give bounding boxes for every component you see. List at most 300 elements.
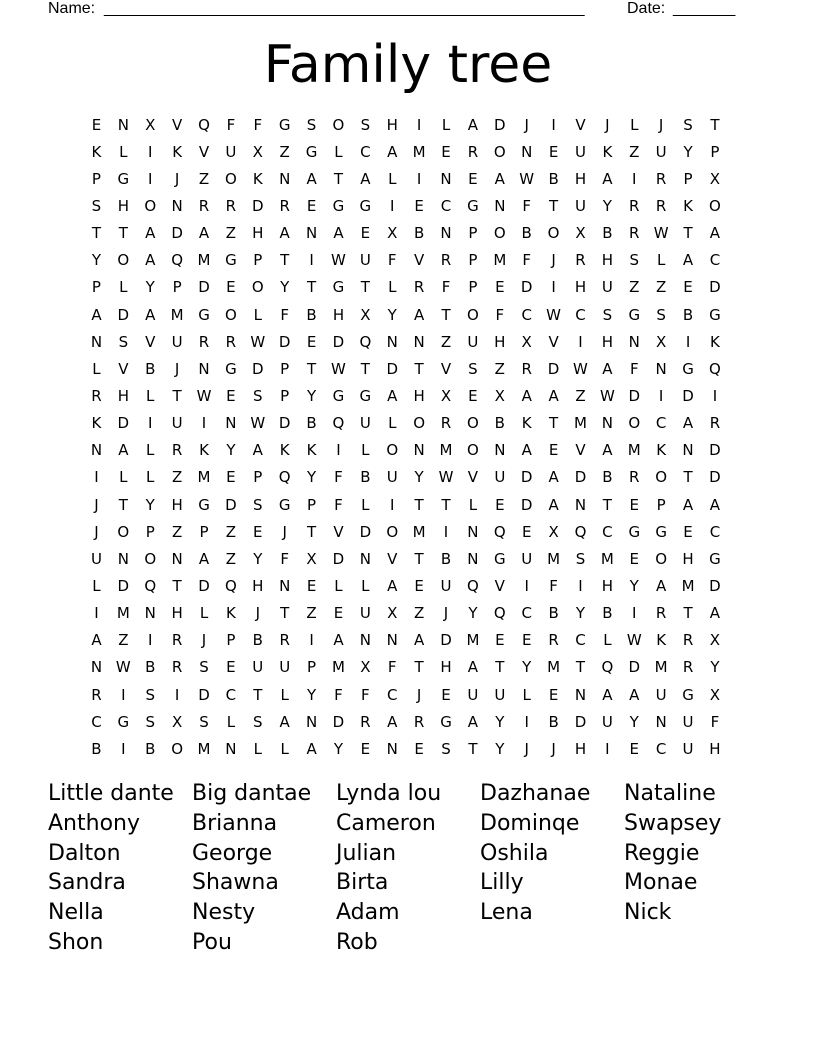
grid-letter[interactable]: T (414, 549, 424, 568)
grid-letter[interactable]: R (279, 631, 290, 650)
grid-letter[interactable]: Q (359, 332, 372, 351)
grid-letter[interactable]: O (709, 196, 721, 215)
grid-letter[interactable]: X (360, 305, 371, 324)
grid-letter[interactable]: L (656, 251, 666, 270)
grid-letter[interactable]: U (386, 468, 398, 487)
grid-letter[interactable]: H (171, 495, 183, 514)
grid-letter[interactable]: U (601, 712, 613, 731)
grid-letter[interactable]: R (171, 658, 183, 677)
grid-letter[interactable]: I (390, 196, 395, 215)
grid-letter[interactable]: L (146, 468, 155, 487)
name-field-line[interactable]: ______________________________________________________ (104, 0, 585, 17)
grid-letter[interactable]: O (144, 196, 157, 215)
grid-letter[interactable]: N (305, 712, 318, 731)
grid-letter[interactable]: R (413, 712, 425, 731)
grid-letter[interactable]: N (574, 685, 587, 704)
grid-letter[interactable]: J (255, 604, 260, 623)
grid-letter[interactable]: H (117, 386, 129, 405)
grid-letter[interactable]: D (386, 359, 399, 378)
grid-letter[interactable]: R (413, 278, 425, 297)
grid-letter[interactable]: I (94, 468, 99, 487)
grid-letter[interactable]: F (387, 658, 397, 677)
grid-letter[interactable]: N (90, 441, 103, 460)
grid-letter[interactable]: J (174, 169, 180, 188)
grid-letter[interactable]: T (118, 495, 128, 514)
grid-letter[interactable]: R (655, 604, 667, 623)
grid-letter[interactable]: C (655, 739, 667, 758)
grid-letter[interactable]: U (601, 278, 613, 297)
grid-letter[interactable]: S (253, 386, 263, 405)
grid-letter[interactable]: L (199, 604, 209, 623)
grid-letter[interactable]: I (416, 115, 422, 134)
grid-letter[interactable]: O (171, 739, 184, 758)
grid-letter[interactable]: P (468, 224, 478, 243)
grid-letter[interactable]: A (198, 224, 210, 243)
grid-letter[interactable]: C (521, 305, 532, 324)
grid-letter[interactable]: X (360, 658, 371, 677)
grid-letter[interactable]: A (629, 685, 640, 704)
grid-letter[interactable]: Z (171, 522, 183, 541)
grid-letter[interactable]: I (390, 495, 395, 514)
grid-letter[interactable]: V (467, 468, 479, 487)
grid-letter[interactable]: I (94, 604, 99, 623)
grid-letter[interactable]: B (413, 224, 425, 243)
grid-letter[interactable]: G (332, 278, 345, 297)
grid-letter[interactable]: W (331, 359, 346, 378)
grid-letter[interactable]: I (605, 739, 610, 758)
grid-letter[interactable]: Y (253, 549, 263, 568)
grid-letter[interactable]: H (440, 658, 452, 677)
grid-letter[interactable]: Y (414, 468, 424, 487)
grid-letter[interactable]: D (278, 414, 291, 433)
grid-letter[interactable]: A (387, 142, 398, 161)
grid-letter[interactable]: D (574, 712, 587, 731)
grid-letter[interactable]: T (118, 224, 128, 243)
grid-letter[interactable]: T (549, 196, 559, 215)
grid-letter[interactable]: L (388, 414, 397, 433)
grid-letter[interactable]: W (115, 658, 131, 677)
grid-letter[interactable]: A (467, 712, 479, 731)
grid-letter[interactable]: B (521, 224, 532, 243)
grid-letter[interactable]: R (91, 386, 102, 405)
grid-letter[interactable]: U (90, 549, 102, 568)
grid-letter[interactable]: Z (440, 332, 452, 351)
grid-letter[interactable]: N (117, 115, 129, 134)
grid-letter[interactable]: L (92, 359, 101, 378)
grid-letter[interactable]: A (709, 224, 721, 243)
grid-letter[interactable]: M (197, 468, 211, 487)
grid-letter[interactable]: W (653, 224, 669, 243)
grid-letter[interactable]: T (253, 685, 263, 704)
grid-letter[interactable]: D (440, 631, 452, 650)
grid-letter[interactable]: R (548, 631, 559, 650)
grid-letter[interactable]: T (306, 359, 317, 378)
grid-letter[interactable]: B (91, 739, 102, 758)
grid-letter[interactable]: T (602, 495, 612, 514)
grid-letter[interactable]: Y (387, 305, 397, 324)
grid-letter[interactable]: Z (118, 631, 129, 650)
grid-letter[interactable]: N (198, 359, 210, 378)
grid-letter[interactable]: O (117, 522, 130, 541)
grid-letter[interactable]: Z (198, 169, 210, 188)
grid-letter[interactable]: N (359, 549, 371, 568)
grid-letter[interactable]: X (494, 386, 505, 405)
grid-letter[interactable]: P (280, 359, 290, 378)
grid-letter[interactable]: P (656, 495, 666, 514)
grid-letter[interactable]: R (629, 468, 640, 487)
grid-letter[interactable]: V (198, 142, 210, 161)
grid-letter[interactable]: X (145, 115, 156, 134)
grid-letter[interactable]: C (440, 196, 452, 215)
grid-letter[interactable]: R (629, 224, 640, 243)
grid-letter[interactable]: R (225, 332, 237, 351)
grid-letter[interactable]: A (414, 631, 425, 650)
grid-letter[interactable]: B (306, 414, 317, 433)
grid-letter[interactable]: A (494, 169, 505, 188)
grid-letter[interactable]: C (91, 712, 102, 731)
grid-letter[interactable]: L (603, 631, 612, 650)
grid-letter[interactable]: G (709, 305, 721, 324)
grid-letter[interactable]: C (575, 631, 586, 650)
grid-letter[interactable]: B (145, 359, 156, 378)
grid-letter[interactable]: S (656, 305, 666, 324)
grid-letter[interactable]: F (361, 685, 370, 704)
grid-letter[interactable]: U (440, 576, 452, 595)
grid-letter[interactable]: W (438, 468, 454, 487)
grid-letter[interactable]: E (548, 685, 559, 704)
grid-letter[interactable]: S (199, 712, 209, 731)
grid-letter[interactable]: S (91, 196, 102, 215)
grid-letter[interactable]: F (495, 305, 505, 324)
grid-letter[interactable]: Y (710, 658, 720, 677)
grid-letter[interactable]: Q (467, 576, 479, 595)
grid-letter[interactable]: T (683, 468, 693, 487)
grid-letter[interactable]: A (387, 712, 398, 731)
grid-letter[interactable]: F (334, 495, 343, 514)
grid-letter[interactable]: G (117, 169, 130, 188)
grid-letter[interactable]: Y (629, 712, 639, 731)
grid-letter[interactable]: I (551, 115, 556, 134)
grid-letter[interactable]: N (90, 658, 103, 677)
grid-letter[interactable]: D (520, 278, 533, 297)
grid-letter[interactable]: B (602, 224, 613, 243)
grid-letter[interactable]: R (575, 251, 586, 270)
grid-letter[interactable]: E (521, 631, 532, 650)
grid-letter[interactable]: H (601, 576, 613, 595)
grid-letter[interactable]: E (495, 495, 505, 514)
grid-letter[interactable]: E (468, 169, 478, 188)
grid-letter[interactable]: I (416, 169, 422, 188)
grid-letter[interactable]: K (602, 142, 613, 161)
grid-letter[interactable]: I (658, 386, 664, 405)
grid-letter[interactable]: F (280, 305, 289, 324)
grid-letter[interactable]: V (118, 359, 129, 378)
grid-letter[interactable]: P (468, 278, 478, 297)
grid-letter[interactable]: W (519, 169, 535, 188)
grid-letter[interactable]: O (251, 278, 264, 297)
grid-letter[interactable]: Y (91, 251, 102, 270)
grid-letter[interactable]: S (602, 305, 613, 324)
grid-letter[interactable]: A (387, 576, 398, 595)
grid-letter[interactable]: D (171, 224, 183, 243)
grid-letter[interactable]: H (413, 386, 425, 405)
grid-letter[interactable]: D (628, 658, 641, 677)
grid-letter[interactable]: E (548, 142, 559, 161)
grid-letter[interactable]: F (629, 359, 639, 378)
grid-letter[interactable]: G (628, 522, 641, 541)
grid-letter[interactable]: E (495, 278, 505, 297)
grid-letter[interactable]: R (198, 196, 210, 215)
grid-letter[interactable]: U (655, 685, 667, 704)
grid-letter[interactable]: U (574, 196, 586, 215)
grid-letter[interactable]: B (145, 739, 156, 758)
grid-letter[interactable]: U (171, 332, 183, 351)
grid-letter[interactable]: R (629, 196, 640, 215)
grid-letter[interactable]: M (412, 522, 426, 541)
grid-letter[interactable]: O (332, 115, 345, 134)
grid-letter[interactable]: I (309, 251, 314, 270)
grid-letter[interactable]: U (521, 549, 533, 568)
grid-letter[interactable]: M (170, 305, 184, 324)
grid-letter[interactable]: D (252, 196, 264, 215)
grid-letter[interactable]: G (225, 251, 237, 270)
grid-letter[interactable]: R (198, 332, 210, 351)
grid-letter[interactable]: D (628, 386, 641, 405)
grid-letter[interactable]: E (333, 604, 344, 623)
grid-letter[interactable]: J (605, 115, 610, 134)
grid-letter[interactable]: N (359, 631, 371, 650)
grid-letter[interactable]: N (628, 332, 640, 351)
grid-letter[interactable]: S (145, 685, 155, 704)
grid-letter[interactable]: H (682, 549, 694, 568)
grid-letter[interactable]: G (359, 386, 372, 405)
grid-letter[interactable]: N (144, 604, 156, 623)
grid-letter[interactable]: P (172, 278, 182, 297)
grid-letter[interactable]: L (280, 685, 289, 704)
grid-letter[interactable]: N (117, 549, 129, 568)
grid-letter[interactable]: E (226, 658, 236, 677)
grid-letter[interactable]: G (278, 115, 291, 134)
grid-letter[interactable]: Q (224, 576, 237, 595)
grid-letter[interactable]: U (359, 251, 371, 270)
grid-letter[interactable]: G (117, 712, 130, 731)
grid-letter[interactable]: K (91, 414, 102, 433)
grid-letter[interactable]: L (361, 441, 370, 460)
grid-letter[interactable]: D (574, 468, 587, 487)
grid-letter[interactable]: Y (495, 712, 505, 731)
grid-letter[interactable]: C (387, 685, 398, 704)
grid-letter[interactable]: L (522, 685, 531, 704)
grid-letter[interactable]: V (575, 441, 586, 460)
grid-letter[interactable]: I (121, 739, 126, 758)
grid-letter[interactable]: I (685, 332, 691, 351)
grid-letter[interactable]: A (360, 169, 371, 188)
grid-letter[interactable]: G (682, 359, 694, 378)
grid-letter[interactable]: N (171, 196, 183, 215)
grid-letter[interactable]: A (145, 251, 156, 270)
grid-letter[interactable]: K (279, 441, 290, 460)
grid-letter[interactable]: Z (225, 224, 237, 243)
grid-letter[interactable]: L (119, 468, 128, 487)
grid-letter[interactable]: T (414, 495, 424, 514)
grid-letter[interactable]: N (494, 441, 506, 460)
grid-letter[interactable]: Y (145, 278, 155, 297)
grid-letter[interactable]: E (548, 441, 559, 460)
grid-letter[interactable]: E (360, 224, 371, 243)
grid-letter[interactable]: A (602, 359, 613, 378)
grid-letter[interactable]: U (574, 142, 586, 161)
grid-letter[interactable]: Y (495, 739, 505, 758)
grid-letter[interactable]: G (198, 305, 210, 324)
grid-letter[interactable]: W (250, 414, 266, 433)
grid-letter[interactable]: Y (306, 468, 317, 487)
grid-letter[interactable]: C (521, 604, 532, 623)
grid-letter[interactable]: A (279, 224, 290, 243)
grid-letter[interactable]: T (468, 739, 478, 758)
grid-letter[interactable]: G (332, 386, 345, 405)
grid-letter[interactable]: H (252, 576, 264, 595)
grid-letter[interactable]: O (224, 305, 237, 324)
grid-letter[interactable]: L (334, 142, 343, 161)
grid-letter[interactable]: F (710, 712, 720, 731)
grid-letter[interactable]: Q (493, 522, 506, 541)
grid-letter[interactable]: K (225, 604, 236, 623)
grid-letter[interactable]: M (116, 604, 130, 623)
grid-letter[interactable]: U (467, 685, 479, 704)
grid-letter[interactable]: H (117, 196, 129, 215)
grid-letter[interactable]: R (655, 169, 667, 188)
grid-letter[interactable]: U (494, 468, 506, 487)
grid-letter[interactable]: Q (332, 414, 345, 433)
grid-letter[interactable]: Q (144, 576, 157, 595)
grid-letter[interactable]: Q (493, 604, 506, 623)
grid-letter[interactable]: I (632, 169, 637, 188)
grid-letter[interactable]: L (119, 142, 128, 161)
grid-letter[interactable]: N (386, 332, 398, 351)
grid-letter[interactable]: D (117, 576, 130, 595)
grid-letter[interactable]: E (629, 739, 639, 758)
grid-letter[interactable]: L (119, 278, 128, 297)
grid-letter[interactable]: E (91, 115, 102, 134)
grid-letter[interactable]: B (682, 305, 694, 324)
grid-letter[interactable]: O (467, 305, 479, 324)
grid-letter[interactable]: F (334, 468, 343, 487)
grid-letter[interactable]: T (91, 224, 102, 243)
grid-letter[interactable]: C (225, 685, 237, 704)
grid-letter[interactable]: K (172, 142, 183, 161)
grid-letter[interactable]: O (467, 414, 479, 433)
grid-letter[interactable]: J (416, 685, 422, 704)
grid-letter[interactable]: Y (306, 685, 317, 704)
grid-letter[interactable]: C (360, 142, 371, 161)
grid-letter[interactable]: R (225, 196, 237, 215)
grid-letter[interactable]: H (574, 169, 587, 188)
grid-letter[interactable]: A (333, 224, 344, 243)
grid-letter[interactable]: Z (279, 142, 290, 161)
grid-letter[interactable]: I (712, 386, 718, 405)
grid-letter[interactable]: G (709, 549, 721, 568)
grid-letter[interactable]: O (386, 522, 399, 541)
grid-letter[interactable]: N (279, 169, 291, 188)
date-field-line[interactable]: _______ (673, 0, 736, 17)
grid-letter[interactable]: G (332, 196, 345, 215)
grid-letter[interactable]: R (171, 441, 183, 460)
grid-letter[interactable]: O (117, 251, 130, 270)
grid-letter[interactable]: M (627, 441, 641, 460)
grid-letter[interactable]: E (441, 685, 451, 704)
grid-letter[interactable]: N (467, 549, 479, 568)
grid-letter[interactable]: J (174, 359, 180, 378)
grid-letter[interactable]: Z (629, 278, 640, 297)
grid-letter[interactable]: N (225, 414, 237, 433)
grid-letter[interactable]: R (467, 142, 479, 161)
grid-letter[interactable]: A (521, 386, 532, 405)
grid-letter[interactable]: G (359, 196, 372, 215)
grid-letter[interactable]: L (92, 576, 101, 595)
grid-letter[interactable]: T (549, 414, 559, 433)
grid-letter[interactable]: E (495, 631, 505, 650)
grid-letter[interactable]: H (494, 332, 506, 351)
grid-letter[interactable]: X (521, 332, 532, 351)
grid-letter[interactable]: J (551, 251, 556, 270)
grid-letter[interactable]: H (574, 278, 587, 297)
grid-letter[interactable]: D (198, 576, 210, 595)
grid-letter[interactable]: L (468, 495, 478, 514)
grid-letter[interactable]: S (306, 115, 317, 134)
grid-letter[interactable]: N (655, 359, 667, 378)
grid-letter[interactable]: D (332, 712, 345, 731)
grid-letter[interactable]: B (360, 468, 371, 487)
grid-letter[interactable]: Z (629, 142, 640, 161)
grid-letter[interactable]: F (253, 115, 263, 134)
grid-letter[interactable]: I (578, 576, 583, 595)
grid-letter[interactable]: P (199, 522, 209, 541)
grid-letter[interactable]: H (574, 739, 587, 758)
grid-letter[interactable]: V (548, 332, 559, 351)
grid-letter[interactable]: Y (468, 604, 478, 623)
grid-letter[interactable]: B (494, 414, 505, 433)
grid-letter[interactable]: R (171, 631, 183, 650)
grid-letter[interactable]: U (467, 332, 479, 351)
grid-letter[interactable]: A (709, 495, 721, 514)
grid-letter[interactable]: M (547, 658, 561, 677)
grid-letter[interactable]: I (121, 685, 126, 704)
grid-letter[interactable]: H (332, 305, 345, 324)
grid-letter[interactable]: M (331, 658, 345, 677)
grid-letter[interactable]: S (575, 549, 586, 568)
grid-letter[interactable]: A (279, 712, 290, 731)
grid-letter[interactable]: E (226, 278, 236, 297)
grid-letter[interactable]: D (332, 549, 345, 568)
grid-letter[interactable]: I (524, 576, 529, 595)
grid-letter[interactable]: P (468, 251, 478, 270)
grid-letter[interactable]: S (145, 712, 155, 731)
grid-letter[interactable]: S (253, 495, 263, 514)
grid-letter[interactable]: O (655, 549, 668, 568)
grid-letter[interactable]: O (628, 414, 641, 433)
grid-letter[interactable]: A (145, 305, 156, 324)
grid-letter[interactable]: H (601, 251, 613, 270)
grid-letter[interactable]: X (709, 685, 721, 704)
grid-letter[interactable]: K (656, 441, 667, 460)
grid-letter[interactable]: T (495, 658, 505, 677)
grid-letter[interactable]: A (306, 169, 317, 188)
grid-letter[interactable]: R (709, 414, 721, 433)
grid-letter[interactable]: R (682, 631, 694, 650)
grid-letter[interactable]: G (440, 712, 452, 731)
grid-letter[interactable]: X (306, 549, 317, 568)
grid-letter[interactable]: M (681, 576, 695, 595)
